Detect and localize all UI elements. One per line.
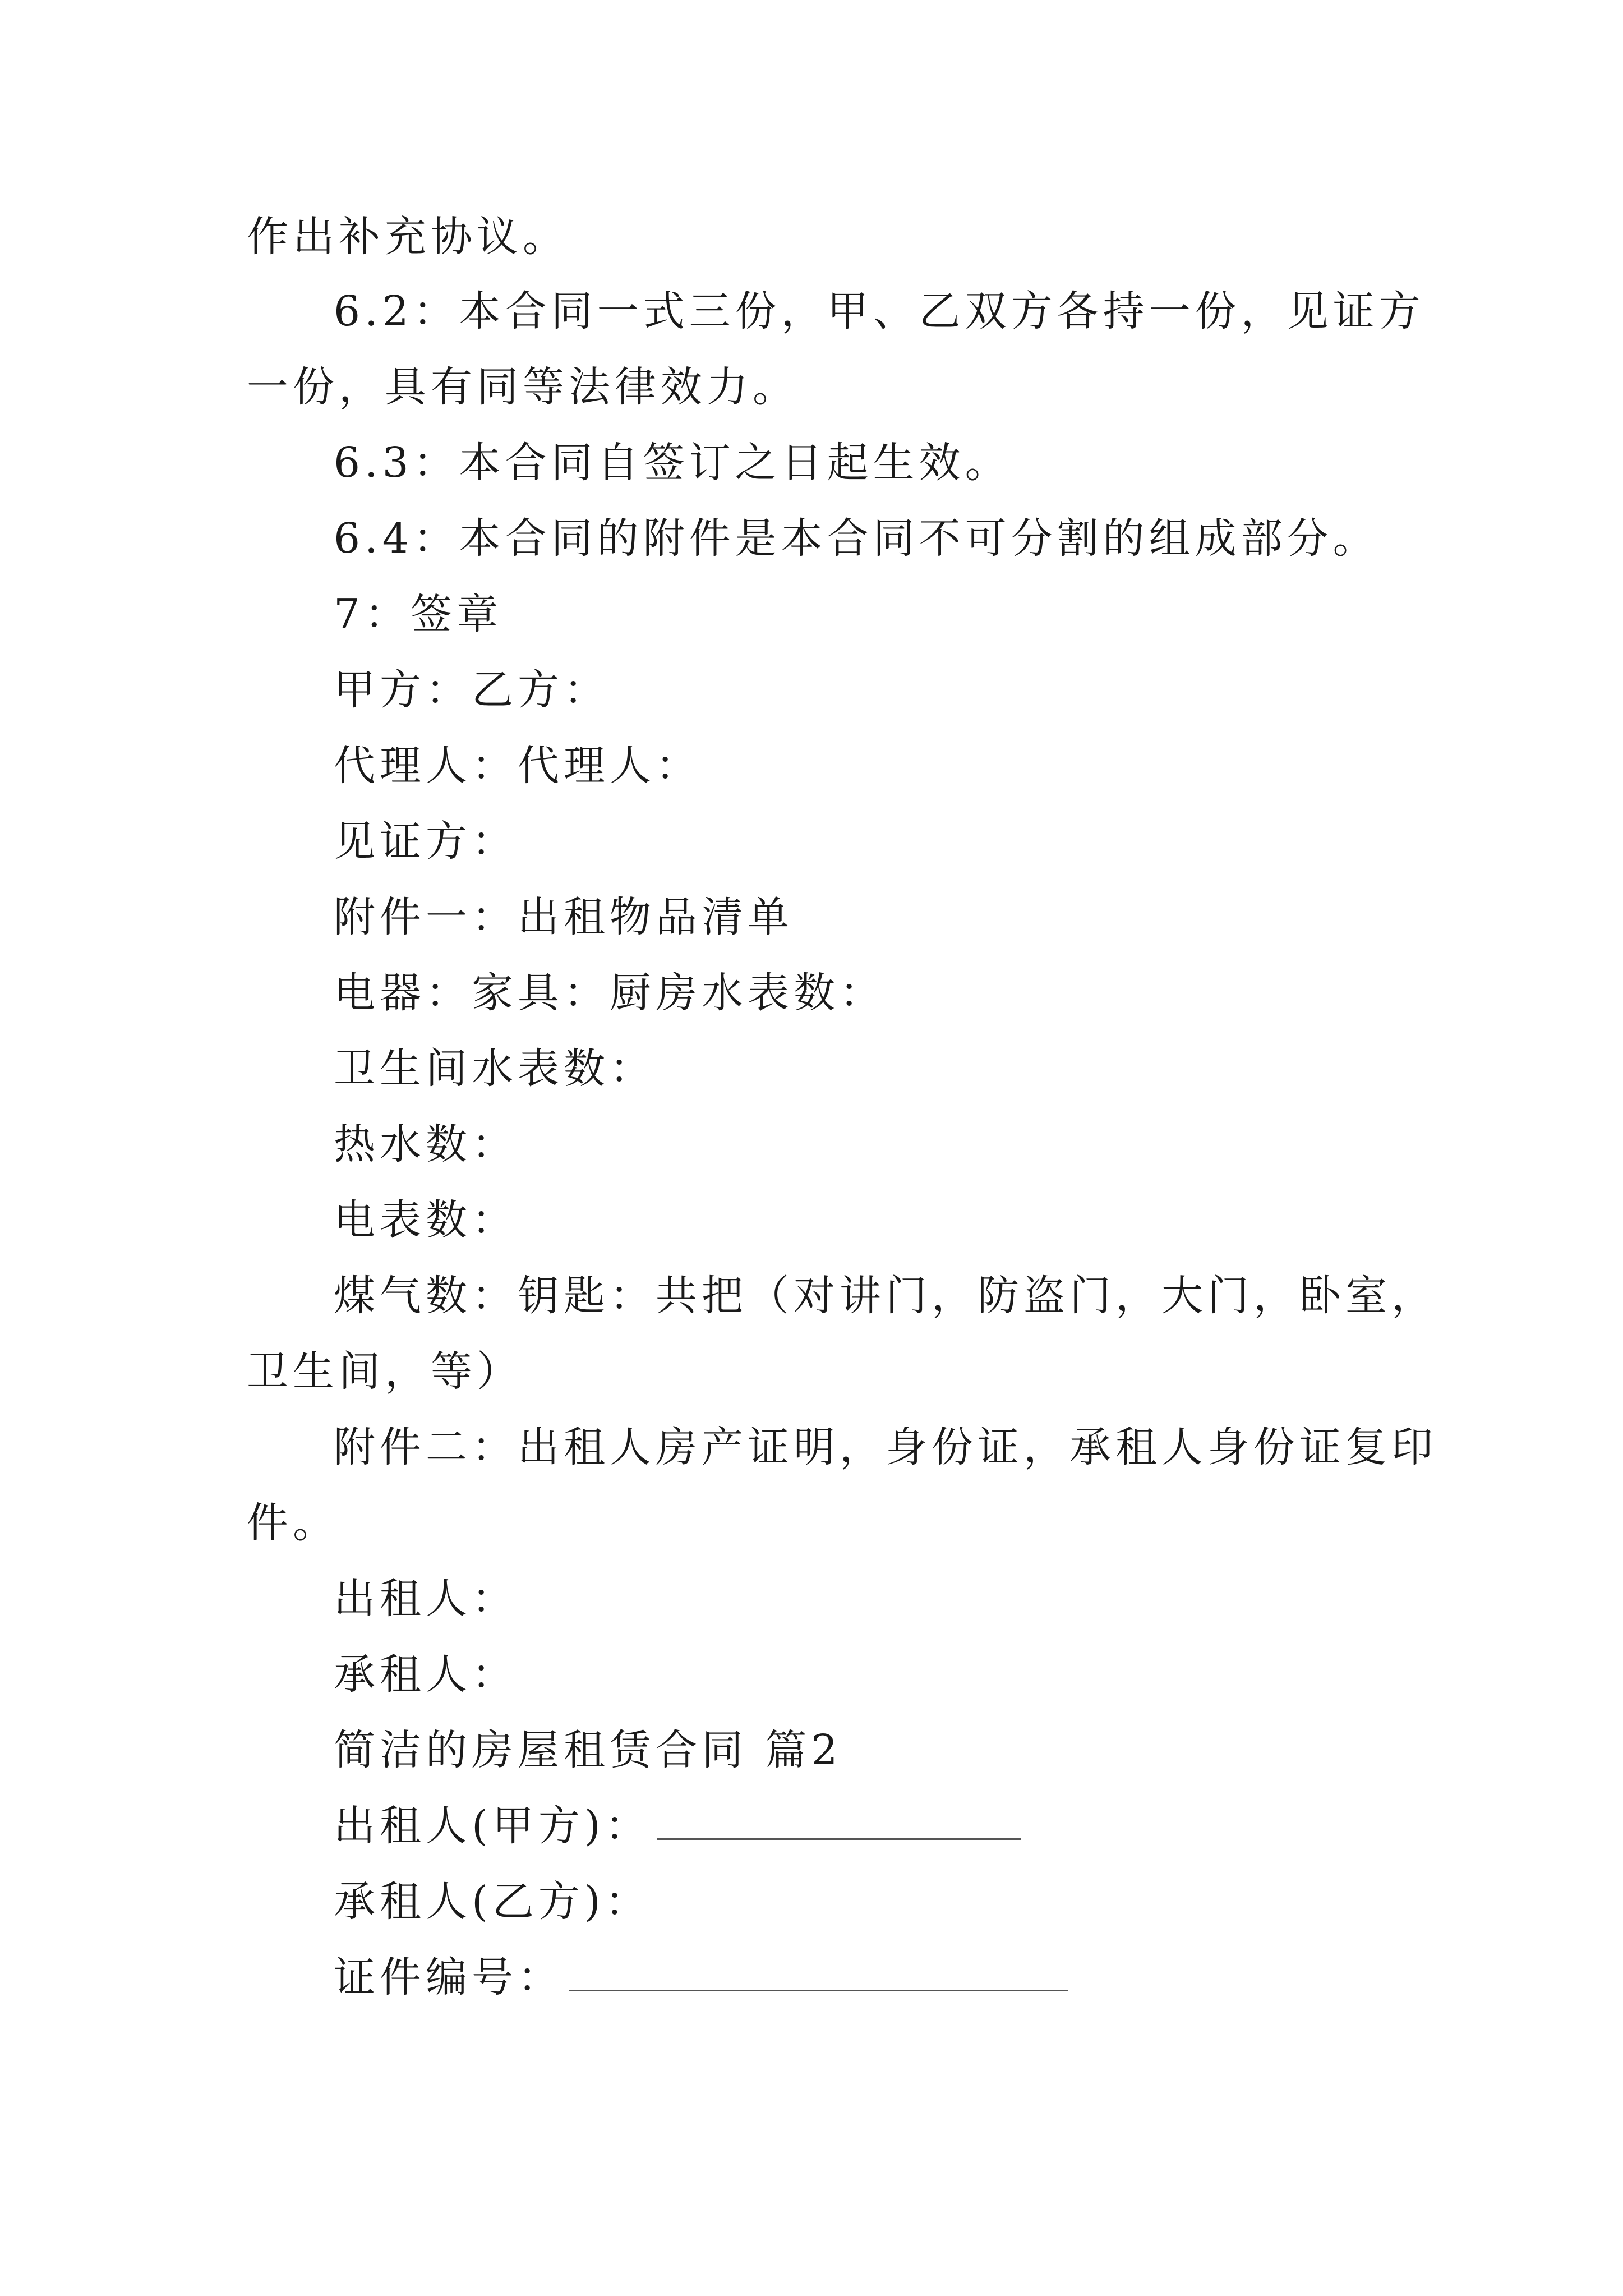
text-line: 代理人：代理人： [334, 742, 702, 790]
text-line: 作出补充协议。 [247, 213, 569, 261]
text-line: 电表数： [334, 1196, 518, 1244]
text-line: 出租人： [334, 1575, 518, 1623]
text-line: 承租人： [334, 1650, 518, 1699]
text-line: 卫生间水表数： [334, 1045, 656, 1093]
text-line: 甲方：乙方： [334, 666, 610, 714]
blank-underline [657, 1805, 1021, 1840]
text-line: 一份，具有同等法律效力。 [247, 363, 799, 411]
text-line: 煤气数：钥匙：共把（对讲门，防盗门，大门，卧室， [334, 1272, 1437, 1320]
fill-line [334, 1949, 1068, 2005]
text-line: 件。 [247, 1499, 339, 1547]
text-line: 附件二：出租人房产证明，身份证，承租人身份证复印 [334, 1423, 1437, 1471]
blank-underline [569, 1956, 1068, 1991]
text-line: 6.2：本合同一式三份，甲、乙双方各持一份，见证方 [334, 287, 1425, 335]
text-line: 6.3：本合同自签订之日起生效。 [334, 439, 1011, 487]
text-line: 6.4：本合同的附件是本合同不可分割的组成部分。 [334, 514, 1379, 563]
section-heading: 7：签章 [334, 590, 503, 638]
text-line: 热水数： [334, 1120, 518, 1168]
text-line: 附件一：出租物品清单 [334, 893, 794, 941]
text-line: 卫生间，等） [247, 1347, 523, 1396]
document-title: 简洁的房屋租赁合同 篇2 [334, 1726, 842, 1774]
field-label: 出租人(甲方)： [334, 1802, 651, 1850]
text-line: 见证方： [334, 817, 518, 866]
text-line: 电器：家具：厨房水表数： [334, 969, 886, 1017]
fill-line [334, 1798, 1021, 1854]
field-label: 证件编号： [334, 1953, 564, 2001]
text-line: 承租人(乙方)： [334, 1878, 651, 1926]
